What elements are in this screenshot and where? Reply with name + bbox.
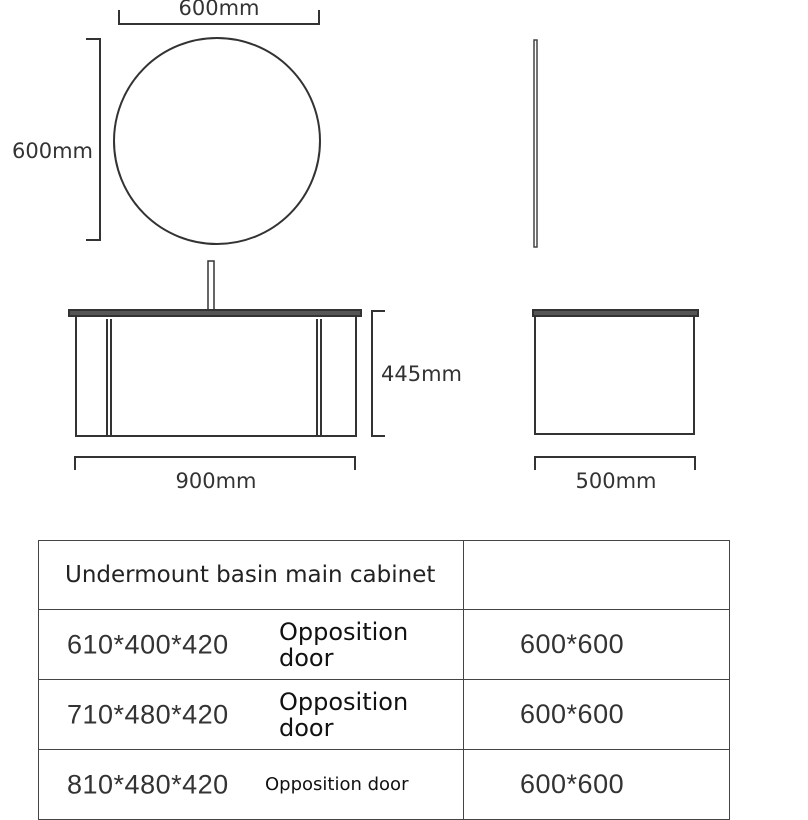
- table-row: [39, 680, 730, 750]
- cabinet-front-view: [69, 310, 361, 436]
- table-header-row: [39, 541, 730, 610]
- cabinet-size: 710*480*420: [67, 699, 229, 729]
- faucet: [208, 261, 214, 311]
- door-type: Opposition door: [279, 687, 409, 742]
- cabinet-side-view: [533, 310, 698, 434]
- table-header-cell: [39, 541, 464, 610]
- cabinet-width-label: 900mm: [175, 469, 257, 493]
- door-type: Opposition door: [279, 617, 409, 672]
- cabinet-size: 810*480*420: [67, 769, 229, 799]
- size-cell: [39, 750, 464, 820]
- mirror-size: 600*600: [464, 680, 730, 750]
- spec-table: [38, 540, 730, 820]
- cabinet-height-label: 445mm: [381, 362, 462, 386]
- cabinet-size: 610*400*420: [67, 629, 229, 659]
- mirror-size: 600*600: [464, 750, 730, 820]
- round-mirror: [114, 38, 320, 244]
- door-type: Opposition door: [265, 773, 409, 795]
- mirror-width-label: 600mm: [178, 0, 260, 20]
- mirror-height-label: 600mm: [12, 139, 93, 163]
- size-cell: [39, 610, 464, 680]
- mirror-size: 600*600: [464, 610, 730, 680]
- table-row: [39, 750, 730, 820]
- mirror-side-view: [534, 40, 537, 247]
- size-cell: [39, 680, 464, 750]
- table-header-label: Undermount basin main cabinet: [65, 562, 436, 588]
- cabinet-depth-label: 500mm: [575, 469, 657, 493]
- table-row: [39, 610, 730, 680]
- table-header-right-cell: [464, 541, 730, 610]
